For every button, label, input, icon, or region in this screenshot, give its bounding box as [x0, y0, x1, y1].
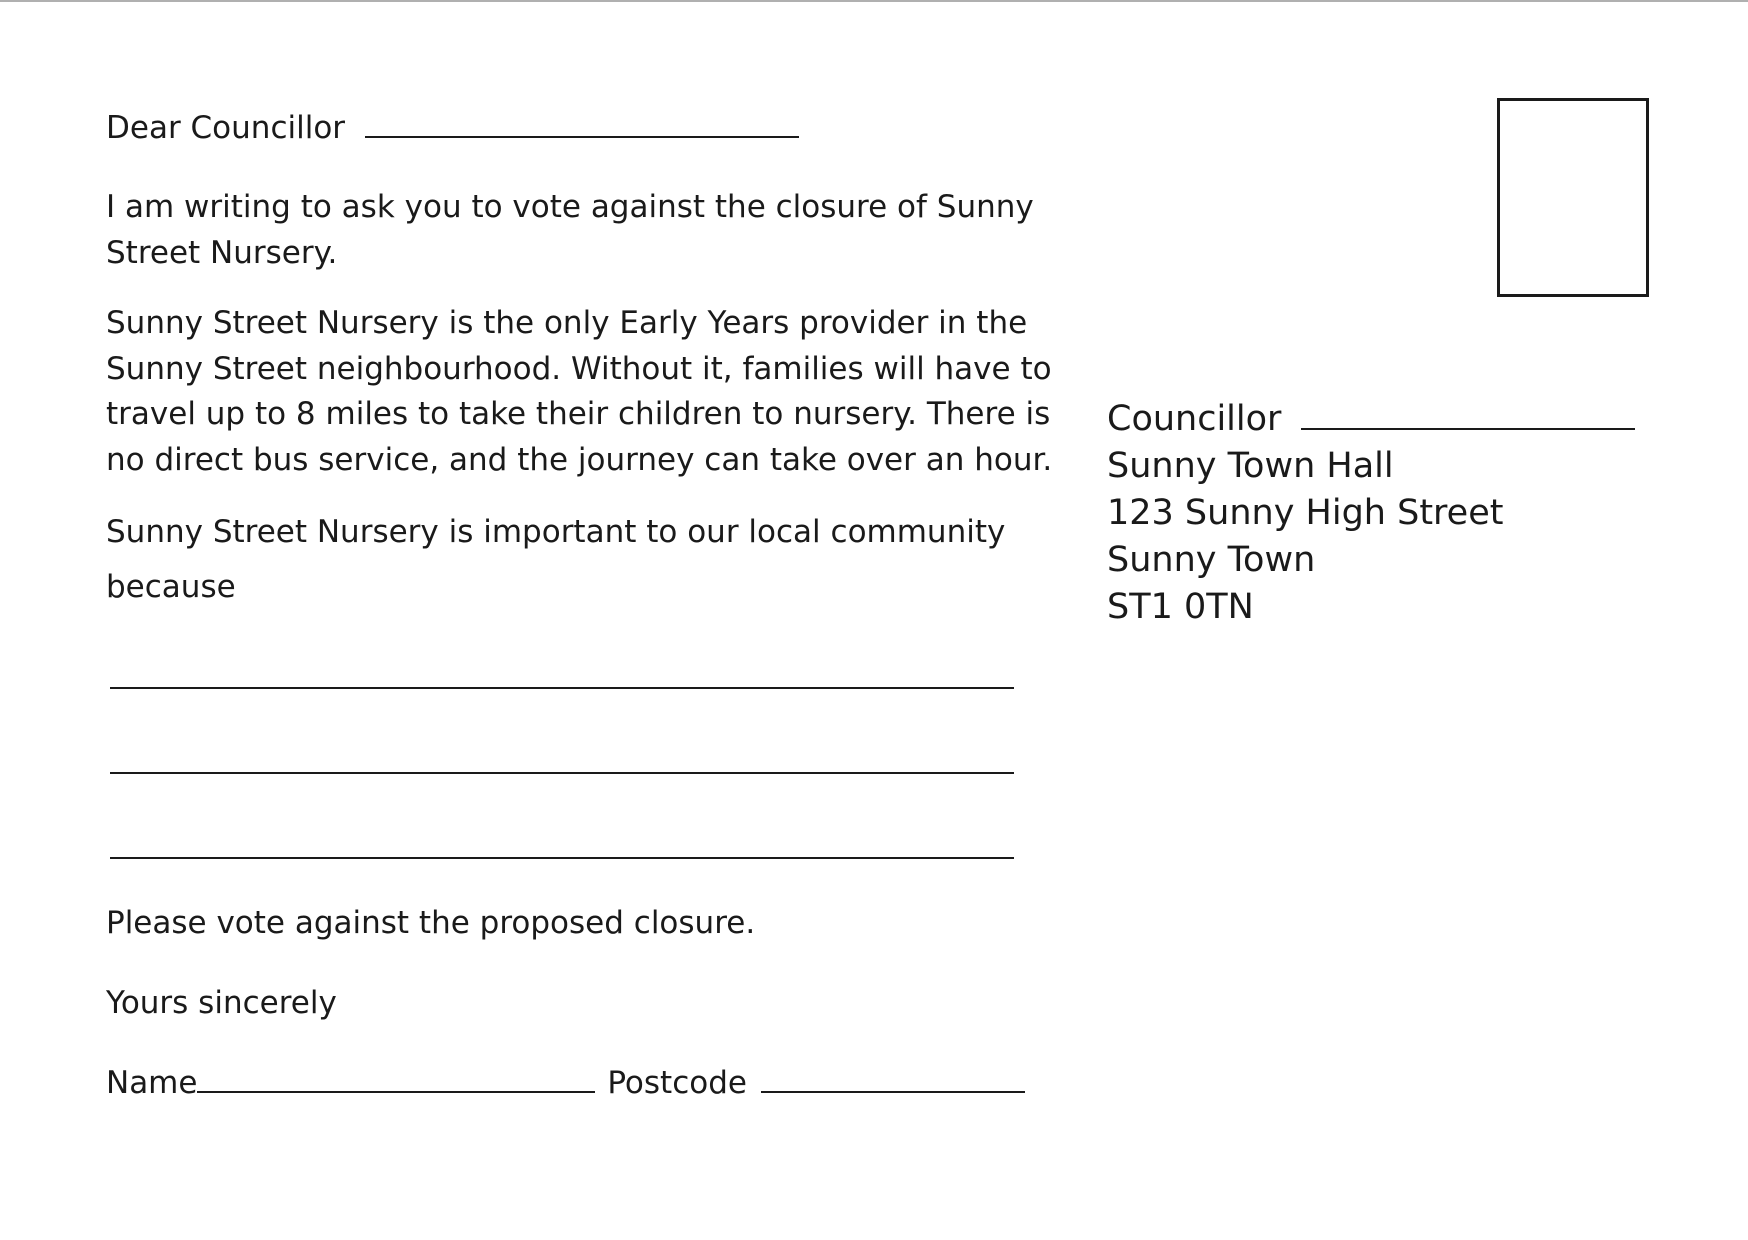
postcode-blank[interactable] — [761, 1061, 1025, 1093]
name-blank[interactable] — [197, 1061, 595, 1093]
body-line-3: travel up to 8 miles to take their children to nursery. There is — [106, 396, 1051, 432]
body-line-4: no direct bus service, and the journey can take over an hour. — [106, 442, 1053, 478]
body-line-1: Sunny Street Nursery is the only Early Years provider in the — [106, 305, 1028, 341]
closing-request: Please vote against the proposed closure. — [106, 905, 756, 941]
postcode-label: Postcode — [607, 1065, 747, 1101]
importance-line-1: Sunny Street Nursery is important to our local community — [106, 514, 1006, 550]
reason-write-line-3[interactable] — [110, 857, 1014, 859]
recipient-label: Councillor — [1107, 399, 1282, 439]
address-line-1: Sunny Town Hall — [1107, 446, 1394, 486]
councillor-name-blank[interactable] — [365, 106, 799, 138]
intro-line-2: Street Nursery. — [106, 235, 338, 271]
importance-line-2: because — [106, 569, 236, 605]
recipient-row — [1107, 394, 1635, 443]
reason-write-line-2[interactable] — [110, 772, 1014, 774]
address-line-3: Sunny Town — [1107, 540, 1316, 580]
recipient-name-blank[interactable] — [1301, 394, 1635, 430]
intro-line-1: I am writing to ask you to vote against the closure of Sunny — [106, 189, 1034, 225]
stamp-box — [1497, 98, 1649, 297]
sign-off: Yours sincerely — [106, 985, 337, 1021]
address-postcode: ST1 0TN — [1107, 587, 1254, 627]
greeting-text: Dear Councillor — [106, 110, 346, 146]
greeting-row — [106, 105, 799, 151]
top-border — [0, 0, 1748, 2]
address-block — [1107, 394, 1635, 631]
body-line-2: Sunny Street neighbourhood. Without it, families will have to — [106, 351, 1052, 387]
address-line-2: 123 Sunny High Street — [1107, 493, 1504, 533]
signature-row — [106, 1060, 1025, 1106]
name-label: Name — [106, 1065, 198, 1101]
reason-write-line-1[interactable] — [110, 687, 1014, 689]
